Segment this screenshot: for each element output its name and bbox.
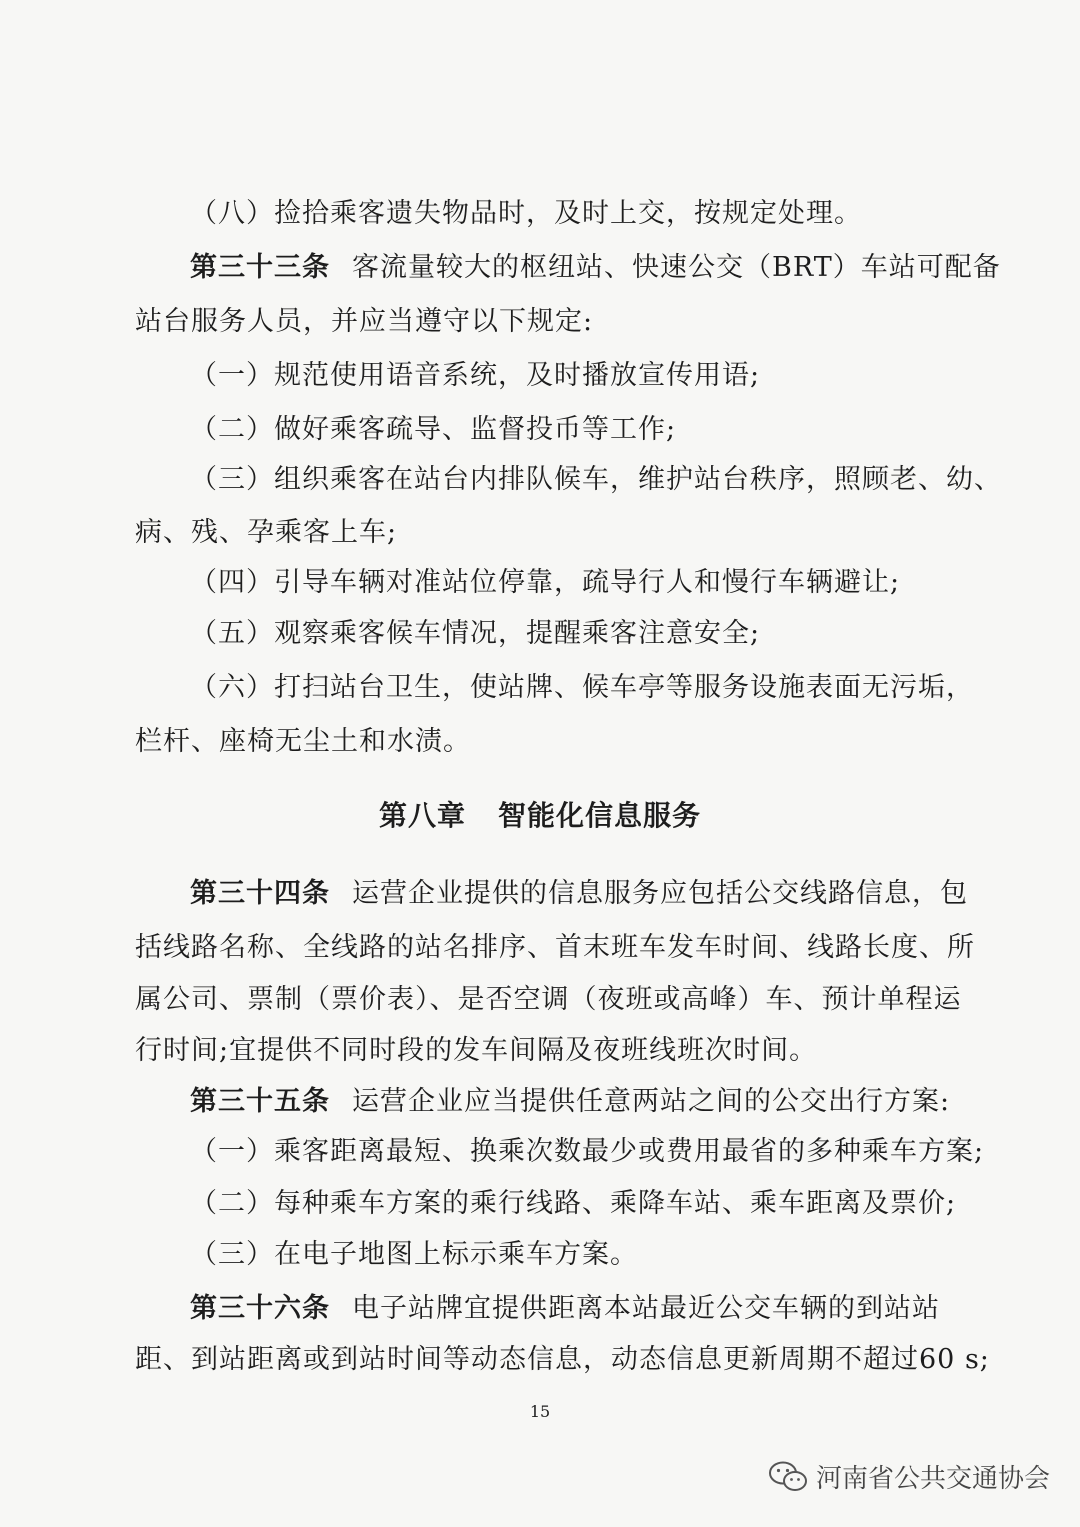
article-34-line-1	[190, 868, 985, 920]
watermark-text: 河南省公共交通协会	[815, 1464, 1050, 1494]
article-34-line-3: 属公司、票制（票价表）、是否空调（夜班或高峰）车、预计单程运	[135, 984, 962, 1015]
article-35-line-1	[190, 1076, 985, 1128]
article-33-line-1	[190, 242, 1001, 294]
chapter-title	[0, 790, 1080, 842]
article-35-text: 运营企业应当提供任意两站之间的公交出行方案:	[352, 1086, 951, 1117]
wechat-icon	[768, 1460, 808, 1494]
article-34-line-4: 行时间;宜提供不同时段的发车间隔及夜班线班次时间。	[135, 1035, 818, 1066]
chapter-name: 智能化信息服务	[498, 799, 702, 832]
article-34-heading: 第三十四条	[190, 878, 330, 909]
article-33-item-1: （一）规范使用语音系统，及时播放宣传用语;	[190, 360, 761, 391]
page-number: 15	[529, 1402, 551, 1421]
article-36-heading: 第三十六条	[190, 1293, 330, 1324]
article-33-item-3b: 病、残、孕乘客上车;	[135, 517, 398, 548]
article-33-heading: 第三十三条	[190, 252, 330, 283]
article-33-item-6a: （六）打扫站台卫生，使站牌、候车亭等服务设施表面无污垢，	[190, 672, 974, 703]
article-35-item-1: （一）乘客距离最短、换乘次数最少或费用最省的多种乘车方案;	[190, 1136, 985, 1167]
article-33-item-3a: （三）组织乘客在站台内排队候车，维护站台秩序，照顾老、幼、	[190, 464, 1002, 495]
article-33-item-5: （五）观察乘客候车情况，提醒乘客注意安全;	[190, 618, 761, 649]
article-36-text: 电子站牌宜提供距离本站最近公交车辆的到站站	[352, 1293, 940, 1324]
watermark	[768, 1458, 1050, 1495]
article-35-heading: 第三十五条	[190, 1086, 330, 1117]
item-eight: （八）捡拾乘客遗失物品时，及时上交，按规定处理。	[190, 198, 862, 229]
article-36-line-1	[190, 1283, 985, 1335]
article-34-line-2: 括线路名称、全线路的站名排序、首末班车发车时间、线路长度、所	[135, 932, 975, 963]
article-33-item-2: （二）做好乘客疏导、监督投币等工作;	[190, 414, 677, 445]
article-33-item-4: （四）引导车辆对准站位停靠，疏导行人和慢行车辆避让;	[190, 567, 901, 598]
chapter-number: 第八章	[378, 799, 466, 832]
article-35-item-3: （三）在电子地图上标示乘车方案。	[190, 1239, 638, 1270]
article-36-line-2: 距、到站距离或到站时间等动态信息，动态信息更新周期不超过60 s;	[135, 1344, 990, 1375]
article-33-text: 客流量较大的枢纽站、快速公交（BRT）车站可配备	[352, 252, 1001, 283]
article-33-item-6b: 栏杆、座椅无尘土和水渍。	[135, 726, 471, 757]
article-33-line-2: 站台服务人员，并应当遵守以下规定:	[135, 306, 594, 337]
article-34-text: 运营企业提供的信息服务应包括公交线路信息，包	[352, 878, 968, 909]
article-35-item-2: （二）每种乘车方案的乘行线路、乘降车站、乘车距离及票价;	[190, 1188, 957, 1219]
